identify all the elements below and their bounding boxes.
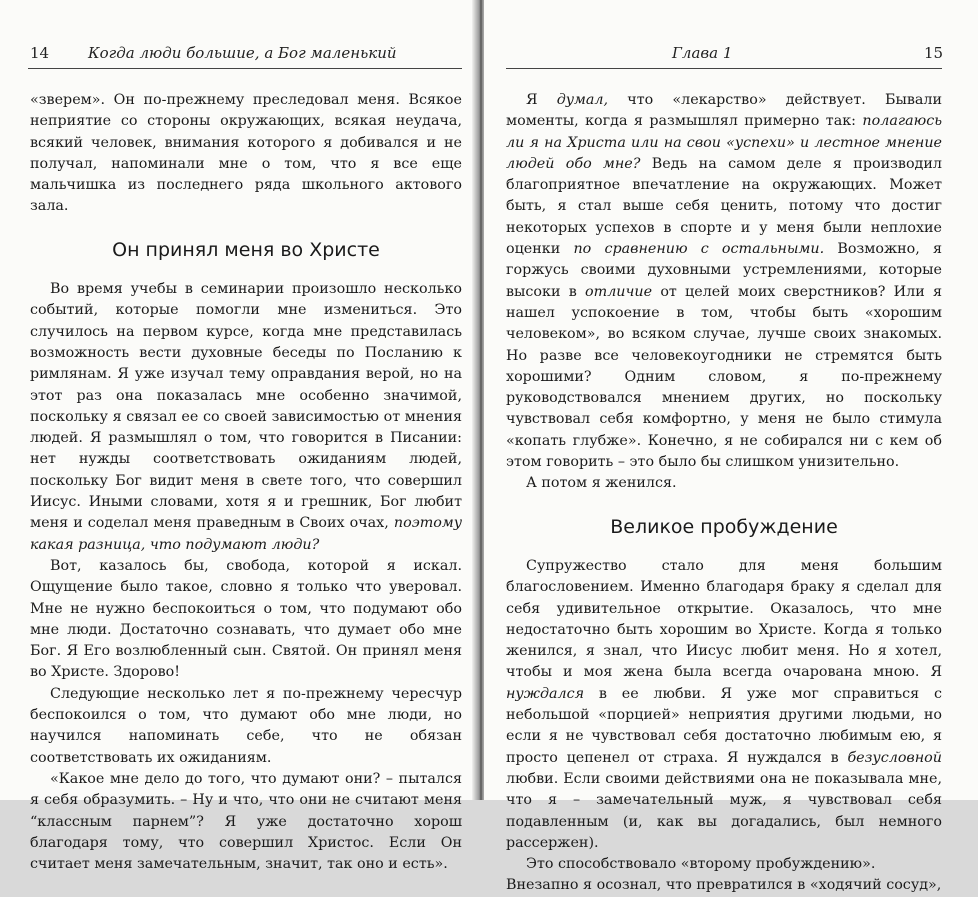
paragraph: «Какое мне дело до того, что думают они? – пытался я себя образумить. – Ну и что, что они не считают меня “классным парнем”? Я уже достаточно хорош благодаря тому, что совершил Христос. Если Он считает меня замечательным, значит, так оно и есть».	[30, 770, 462, 873]
running-title-left: Когда люди большие, а Бог маленький	[88, 44, 397, 62]
paragraph: Супружество стало для меня большим благословением. Именно благодаря браку я сделал для себя удивительное открытие. Оказалось, что мне недостаточно быть хорошим во Христе. Когда я только женился, я знал, что Иисус любит меня. Но я хотел, чтобы и моя жена была всегда очарована мною. Я нуждался в ее любви. Я уже мог справиться с небольшой «порцией» неприятия другими людьми, но если я не чувствовал себя достаточно любимым ею, я просто цепенел от страха. Я нуждался в безусловной любви. Если своими действиями она не показывала мне, что я – замечательный муж, я чувствовал себя подавленным (и, как вы догадались, был немного рассержен).	[506, 557, 942, 851]
paragraph: Следующие несколько лет я по-прежнему чересчур беспокоился о том, что думают обо мне люди, но научился напоминать себе, что не обязан соответствовать их ожиданиям.	[30, 685, 462, 766]
paragraph: «зверем». Он по-прежнему преследовал меня. Всякое неприятие со стороны окружающих, всякая неудача, всякий человек, внимания которого я добивался и не получал, напоминали мне о том, что я все еще мальчишка из последнего ряда школьного актового зала.	[30, 92, 462, 215]
page-number-left: 14	[30, 44, 50, 62]
paragraph: А потом я женился.	[526, 475, 677, 492]
paragraph: Я думал, что «лекарство» действует. Бывали моменты, когда я размышлял примерно так: полагаюсь ли я на Христа или на свои «успехи» и лестное мнение людей обо мне? Ведь на самом деле я производил благоприятное впечатление на окружающих. Может быть, я стал выше себя ценить, потому что достиг некоторых успехов в спорте и у меня были неплохие оценки по сравнению с остальными. Возможно, я горжусь своими духовными устремлениями, которые высоки в отличие от целей моих сверстников? Или я нашел успокоение в том, чтобы быть «хорошим человеком», во всяком случае, лучше своих знакомых. Но разве все человекоугодники не стремятся быть хорошими? Одним словом, я по-прежнему руководствовался мнением других, но поскольку чувствовал себя комфортно, у меня не было стимула «копать глубже». Конечно, я не собирался ни с кем об этом говорить – это было бы слишком унизительно.	[506, 92, 943, 471]
section-heading: Он принял меня во Христе	[112, 238, 380, 261]
paragraph: Вот, казалось бы, свобода, которой я искал. Ощущение было такое, словно я только что уверовал. Мне не нужно беспокоиться о том, что подумают обо мне люди. Достаточно сознавать, что думает обо мне Бог. Я Его возлюбленный сын. Святой. Он принял меня во Христе. Здорово!	[30, 557, 462, 681]
section-heading: Великое пробуждение	[610, 515, 838, 538]
left-body	[30, 90, 462, 875]
right-body	[506, 90, 942, 897]
paragraph: Во время учебы в семинарии произошло несколько событий, которые помогли мне измениться. Это случилось на первом курсе, когда мне представилась возможность вести духовные беседы по Посланию к римлянам. Я уже изучал тему оправдания верой, но на этот раз она показалась мне особенно значимой, поскольку я связал ее со своей зависимостью от мнения людей. Я размышлял о том, что говорится в Писании: нет нужды соответствовать ожиданиям людей, поскольку Бог видит меня в свете того, что совершил Иисус. Иными словами, хотя я и грешник, Бог любит меня и соделал меня праведным в Своих очах, поэтому какая разница, что подумают люди?	[30, 281, 463, 553]
page-number-right: 15	[924, 44, 944, 62]
header-rule-right	[506, 68, 942, 69]
running-title-right: Глава 1	[672, 44, 733, 62]
header-rule-left	[28, 68, 462, 69]
paragraph: Это способствовало «второму пробуждению». Внезапно я осознал, что превратился в «ходячий сосуд»,	[506, 856, 942, 894]
left-page	[0, 0, 478, 873]
right-page	[484, 0, 978, 894]
